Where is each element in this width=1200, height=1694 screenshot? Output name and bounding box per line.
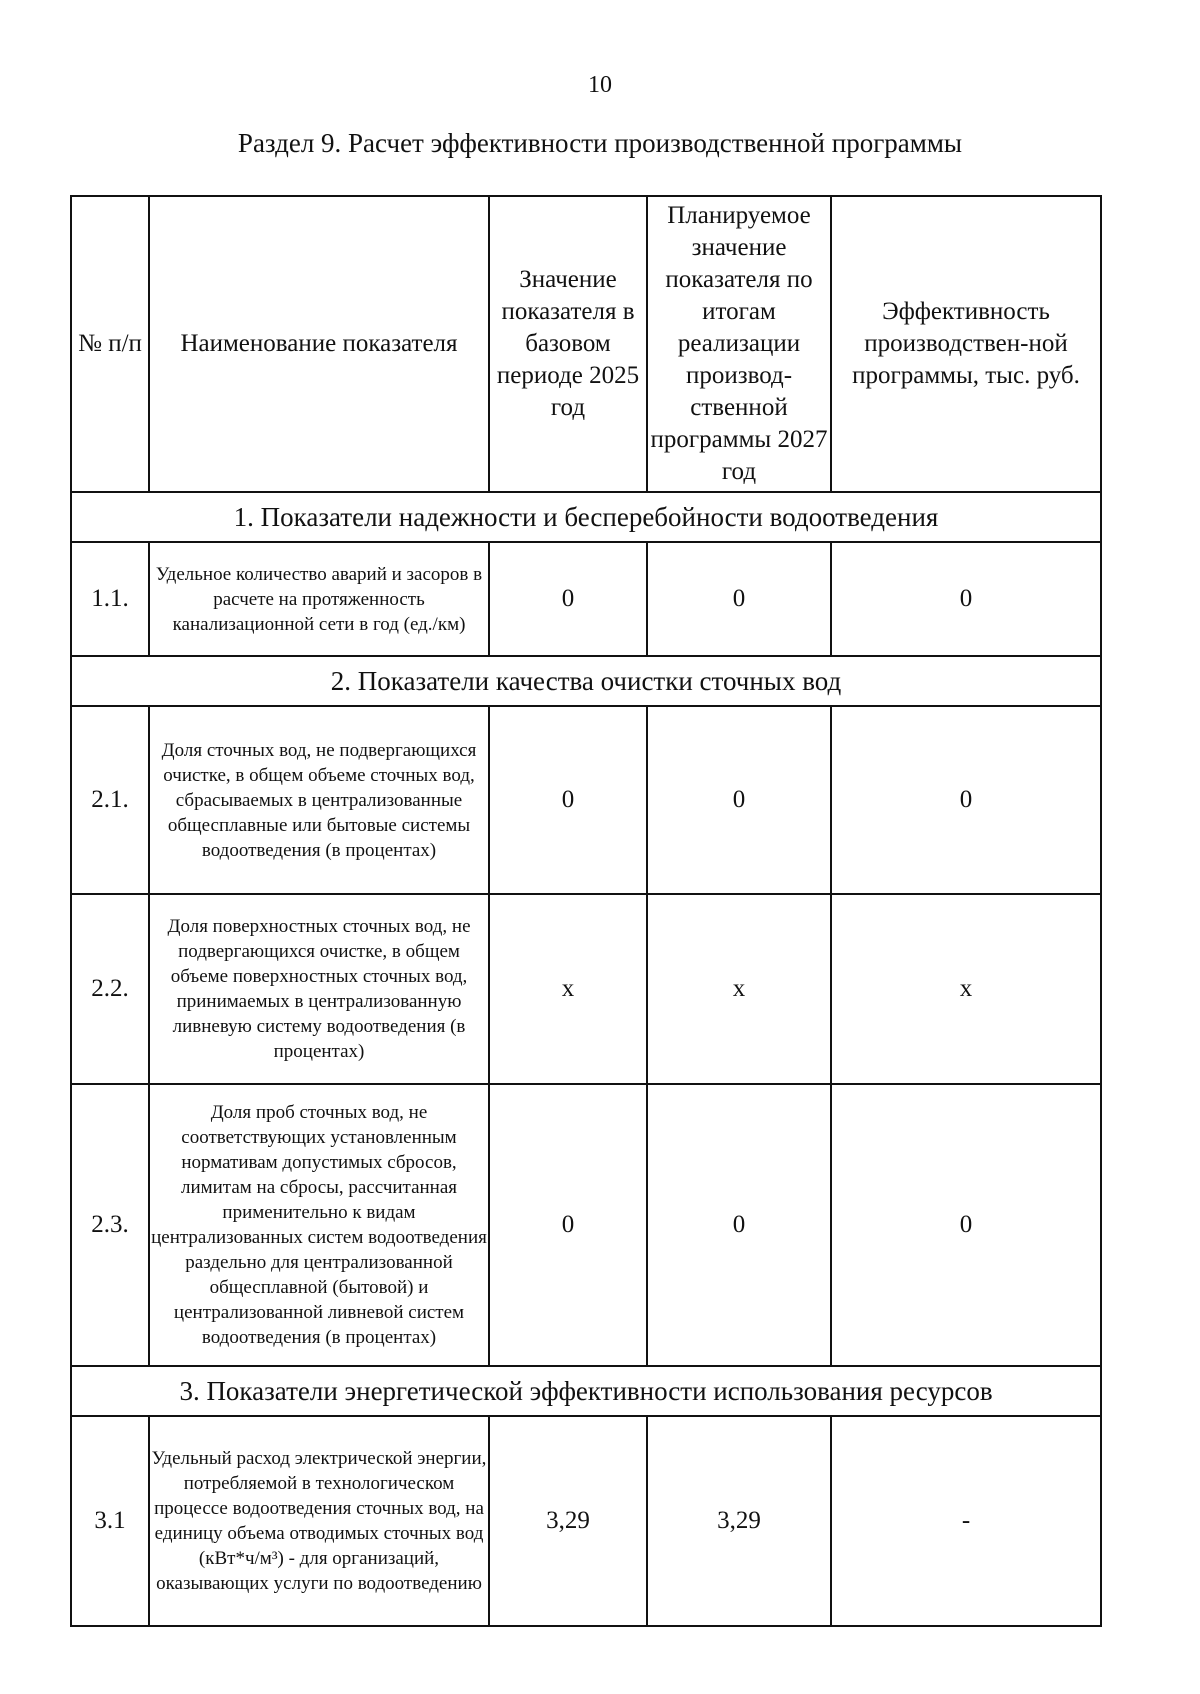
group-row (71, 1366, 1101, 1416)
row-efficiency: 0 (831, 1084, 1101, 1366)
row-base-value: 3,29 (489, 1416, 647, 1626)
table-row (71, 542, 1101, 656)
row-efficiency: - (831, 1416, 1101, 1626)
group-row (71, 656, 1101, 706)
group-title: 3. Показатели энергетической эффективности использования ресурсов (71, 1366, 1101, 1416)
table-row (71, 1416, 1101, 1626)
row-num: 1.1. (71, 542, 149, 656)
group-row (71, 492, 1101, 542)
row-name: Доля сточных вод, не подвергающихся очистке, в общем объеме сточных вод, сбрасываемых в централизованные общесплавные или бытовые системы водоотведения (в процентах) (149, 706, 489, 894)
page-number: 10 (588, 72, 612, 98)
table-row (71, 894, 1101, 1084)
row-planned-value: 0 (647, 1084, 831, 1366)
row-planned-value: 0 (647, 542, 831, 656)
row-name: Доля проб сточных вод, не соответствующих установленным нормативам допустимых сбросов, лимитам на сбросы, рассчитанная применительно к видам централизованных систем водоотведения раздельно для централизованной общесплавной (бытовой) и централизованной ливневой систем водоотведения (в процентах) (149, 1084, 489, 1366)
indicators-table (70, 195, 1102, 1627)
section-title: Раздел 9. Расчет эффективности производственной программы (237, 128, 963, 158)
row-name: Удельный расход электрической энергии, потребляемой в технологическом процессе водоотведения сточных вод, на единицу объема отводимых сточных вод (кВт*ч/м³) - для организаций, оказывающих услуги по водоотведению (149, 1416, 489, 1626)
row-efficiency: 0 (831, 542, 1101, 656)
row-efficiency: х (831, 894, 1101, 1084)
row-num: 2.2. (71, 894, 149, 1084)
row-num: 2.3. (71, 1084, 149, 1366)
header-base-value: Значение показателя в базовом периоде 2025 год (489, 196, 647, 492)
row-num: 3.1 (71, 1416, 149, 1626)
header-efficiency: Эффективность производствен-ной программы, тыс. руб. (831, 196, 1101, 492)
row-name: Доля поверхностных сточных вод, не подвергающихся очистке, в общем объеме поверхностных сточных вод, принимаемых в централизованную ливневую систему водоотведения (в процентах) (149, 894, 489, 1084)
table-row (71, 1084, 1101, 1366)
row-planned-value: х (647, 894, 831, 1084)
group-title: 2. Показатели качества очистки сточных вод (71, 656, 1101, 706)
row-base-value: х (489, 894, 647, 1084)
row-base-value: 0 (489, 706, 647, 894)
table-header-row (71, 196, 1101, 492)
row-name: Удельное количество аварий и засоров в расчете на протяженность канализационной сети в год (ед./км) (149, 542, 489, 656)
table-row (71, 706, 1101, 894)
row-base-value: 0 (489, 1084, 647, 1366)
group-title: 1. Показатели надежности и бесперебойности водоотведения (71, 492, 1101, 542)
header-planned-value: Планируемое значение показателя по итогам реализации производ-ственной программы 2027 год (647, 196, 831, 492)
row-planned-value: 0 (647, 706, 831, 894)
header-name: Наименование показателя (149, 196, 489, 492)
row-efficiency: 0 (831, 706, 1101, 894)
row-base-value: 0 (489, 542, 647, 656)
header-num: № п/п (71, 196, 149, 492)
row-planned-value: 3,29 (647, 1416, 831, 1626)
row-num: 2.1. (71, 706, 149, 894)
